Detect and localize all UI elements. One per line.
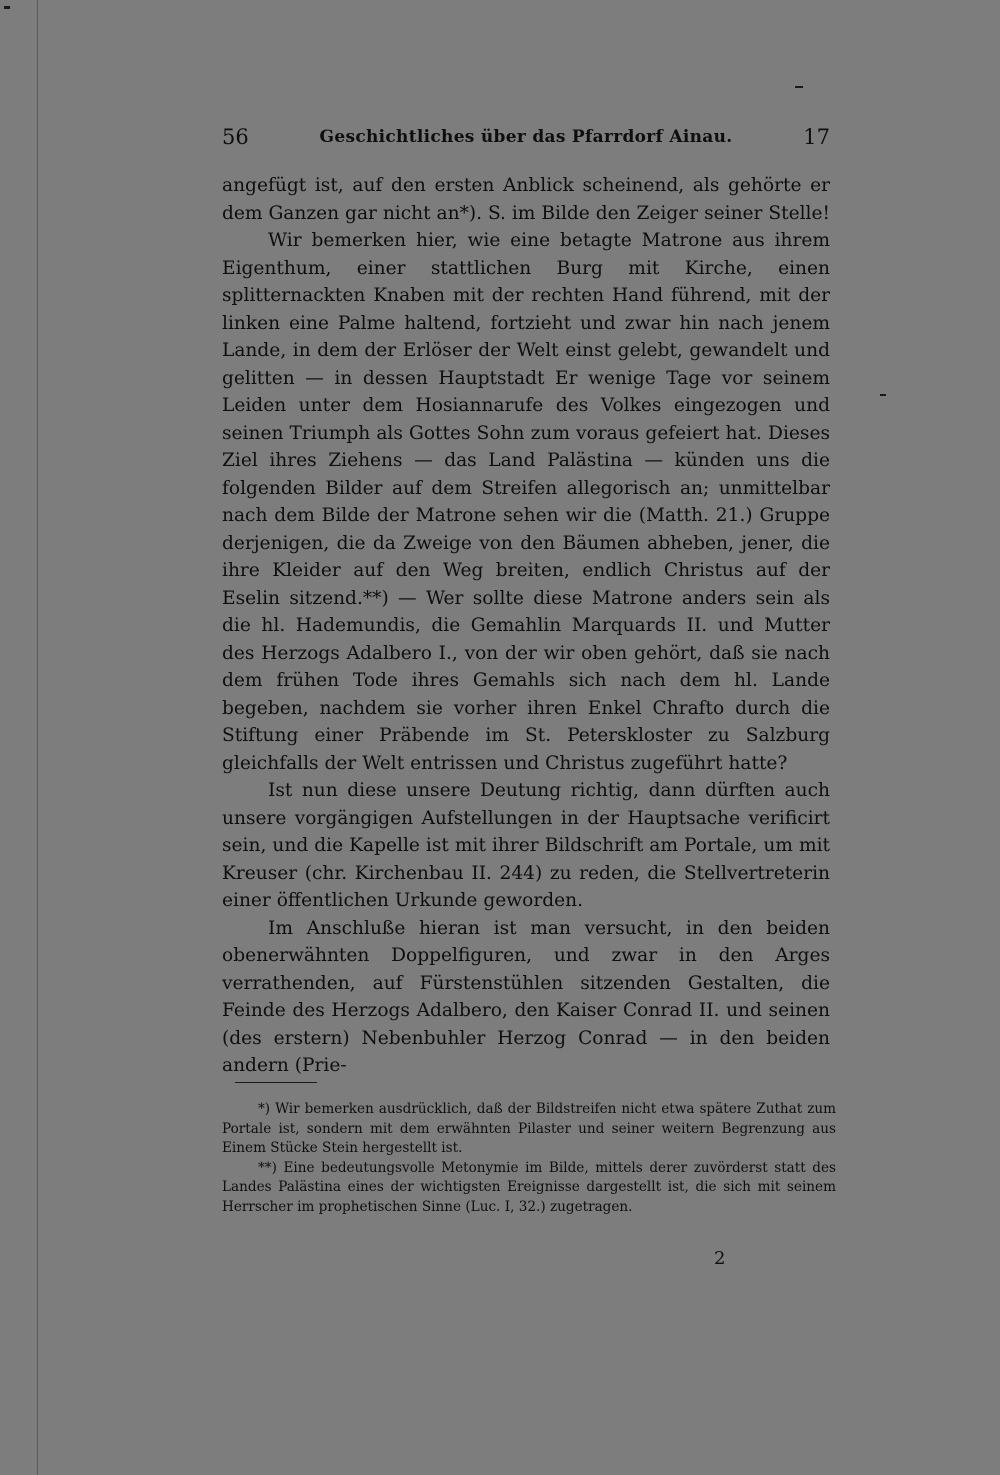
footnotes [222,1100,836,1217]
signature-mark: 2 [714,1248,726,1269]
page-number-left: 56 [222,125,249,149]
paragraph: Im Anschluße hieran ist man versucht, in den beiden obenerwähnten Doppelfiguren, und zwar in den Arges verrathenden, auf Fürstenstühlen sitzenden Gestalten, die Feinde des Herzogs Adalbero, den Kaiser Conrad II. und seinen (des erstern) Nebenbuhler Herzog Conrad — in den beiden andern (Prie- [222,917,830,1076]
paragraph: Wir bemerken hier, wie eine betagte Matrone aus ihrem Eigenthum, einer stattlichen Burg mit Kirche, einen splitternackten Knaben mit der rechten Hand führend, mit der linken eine Palme haltend, fortzieht und zwar hin nach jenem Lande, in dem der Erlöser der Welt einst gelebt, gewandelt und gelitten — in dessen Hauptstadt Er wenige Tage vor seinem Leiden unter dem Hosiannarufe des Volkes eingezogen und seinen Triumph als Gottes Sohn zum voraus gefeiert hat. Dieses Ziel ihres Ziehens — das Land Palästina — künden uns die folgenden Bilder auf dem Streifen allegorisch an; unmittelbar nach dem Bilde der Matrone sehen wir die (Matth. 21.) Gruppe derjenigen, die da Zweige von den Bäumen abheben, jener, die ihre Kleider auf den Weg breiten, endlich Christus auf der Eselin sitzend.**) — Wer sollte diese Matrone anders sein als die hl. Hademundis, die Gemahlin Marquards II. und Mutter des Herzogs Adalbero I., von der wir oben gehört, daß sie nach dem frühen Tode ihres Gemahls sich nach dem hl. Lande begeben, nachdem sie vorher ihren Enkel Chrafto durch die Stiftung einer Präbende im St. Peterskloster zu Salzburg gleichfalls der Welt entrissen und Christus zugeführt hatte? [222,230,830,774]
scan-speck [795,86,803,88]
footnote: *) Wir bemerken ausdrücklich, daß der Bildstreifen nicht etwa spätere Zuthat zum Portale ist, sondern mit dem erwähnten Pilaster und seiner weitern Begrenzung aus Einem Stücke Stein hergestellt ist. [222,1101,836,1156]
scan-speck [880,394,886,396]
paragraph: Ist nun diese unsere Deutung richtig, dann dürften auch unsere vorgängigen Aufstellungen in der Hauptsache verificirt sein, und die Kapelle ist mit ihrer Bildschrift am Portale, um mit Kreuser (chr. Kirchenbau II. 244) zu reden, die Stellvertreterin einer öffentlichen Urkunde geworden. [222,780,830,911]
running-title: Geschichtliches über das Pfarrdorf Ainau. [319,127,733,147]
paragraph: angefügt ist, auf den ersten Anblick scheinend, als gehörte er dem Ganzen gar nicht an*). S. im Bilde den Zeiger seiner Stelle! [222,175,830,224]
scan-speck [4,6,10,9]
running-header [222,122,830,152]
main-text [222,172,830,1080]
footnote: **) Eine bedeutungsvolle Metonymie im Bilde, mittels derer zuvörderst statt des Landes Palästina eines der wichtigsten Ereignisse dargestellt ist, die sich mit seinem Herrscher im prophetischen Sinne (Luc. I, 32.) zugetragen. [222,1159,836,1215]
page-number-right: 17 [803,125,830,149]
binding-edge-line [37,0,38,1475]
footnote-separator [235,1082,317,1083]
